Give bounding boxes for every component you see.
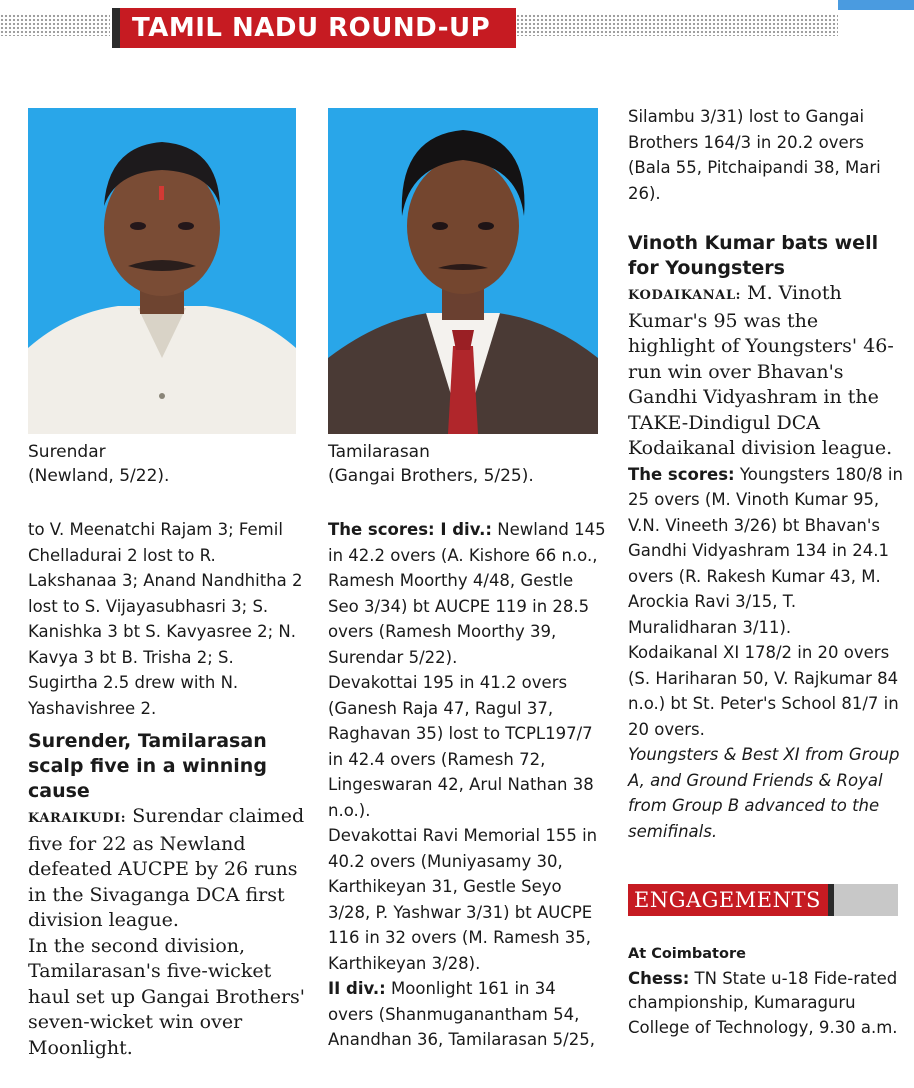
result-paragraph: Devakottai Ravi Memorial 155 in 40.2 overs (Muniyasamy 30, Karthikeyan 31, Gestle Seyo 3/28, P. Yashwar 3/31) bt AUCPE 116 in 32 overs (M. Ramesh 35, Karthikeyan 3/28). [328, 826, 598, 973]
engagements-title: ENGAGEMENTS [628, 884, 828, 916]
event-label: Chess: [628, 968, 690, 988]
section-title: TAMIL NADU ROUND-UP [112, 8, 516, 48]
engagement-location: At Coimbatore [628, 946, 746, 962]
photo-surendar [28, 108, 296, 434]
result-paragraph: Kodaikanal XI 178/2 in 20 overs (S. Hariharan 50, V. Rajkumar 84 n.o.) bt St. Peter's School 81/7 in 20 overs. [628, 643, 899, 739]
scores-text: Youngsters 180/8 in 25 overs (M. Vinoth Kumar 95, V.N. Vineeth 3/26) bt Bhavan's Gandhi Vidyashram 134 in 24.1 overs (R. Rakesh Kumar 43, M. Arockia Ravi 3/15, T. Muralidharan 3/11). [628, 464, 903, 637]
lead-text: Surendar claimed five for 22 as Newland defeated AUCPE by 26 runs in the Sivaganga DCA first division league. [28, 805, 305, 931]
story-headline: Vinoth Kumar bats well for Youngsters [628, 232, 879, 279]
corner-tab [838, 0, 914, 10]
photo-tamilarasan [328, 108, 598, 434]
dateline: KODAIKANAL: [628, 288, 742, 303]
scores-paragraph [628, 462, 904, 641]
engagements-header [628, 884, 898, 916]
caption-detail: (Gangai Brothers, 5/25). [328, 466, 534, 486]
engagement-event [628, 967, 904, 1041]
scores-first-division [328, 517, 606, 670]
dateline: KARAIKUDI: [28, 811, 127, 826]
engagements-body [628, 942, 904, 1040]
division-text: Moonlight 161 in 34 overs (Shanmuganantham 54, Anandhan 36, Tamilarasan 5/25, [328, 979, 595, 1049]
story-paragraph: In the second division, Tamilarasan's five-wicket haul set up Gangai Brothers' seven-wicket win over Moonlight. [28, 934, 306, 1059]
column-3 [628, 104, 904, 844]
caption-surendar [28, 440, 298, 488]
caption-detail: (Newland, 5/22). [28, 466, 170, 486]
continued-results: to V. Meenatchi Rajam 3; Femil Chelladurai 2 lost to R. Lakshanaa 3; Anand Nandhitha 2 lost to S. Vijayasubhasri 3; S. Kanishka 3 bt S. Kavyasree 2; N. Kavya 3 bt B. Trisha 2; S. Sugirtha 2.5 drew with N. Yashavishree 2. [28, 520, 303, 718]
scores-label: The scores: [628, 464, 735, 484]
scores-label: The scores: I div.: [328, 520, 492, 539]
section-header [0, 8, 914, 48]
continued-results: Silambu 3/31) lost to Gangai Brothers 164/3 in 20.2 overs (Bala 55, Pitchaipandi 38, Mari 26). [628, 107, 881, 203]
result-paragraph: Devakottai 195 in 41.2 overs (Ganesh Raja 47, Ragul 37, Raghavan 35) lost to TCPL197/7 in 42.4 overs (Ramesh 72, Lingeswaran 42, Arul Nathan 38 n.o.). [328, 673, 594, 820]
header-dots-right [516, 14, 838, 36]
event-text: TN State u-18 Fide-rated championship, Kumaraguru College of Technology, 9.30 a.m. [628, 968, 898, 1037]
column-1 [28, 517, 306, 1061]
caption-name: Tamilarasan [328, 442, 430, 462]
engagements-tab [828, 884, 834, 916]
division-label: II div.: [328, 979, 386, 998]
caption-name: Surendar [28, 442, 106, 462]
semifinal-note: Youngsters & Best XI from Group A, and Ground Friends & Royal from Group B advanced to the semifinals. [628, 745, 900, 841]
scores-second-division [328, 976, 606, 1053]
column-2 [328, 517, 606, 1053]
caption-tamilarasan [328, 440, 600, 488]
story-headline: Surender, Tamilarasan scalp five in a winning cause [28, 730, 267, 802]
header-dots-left [0, 14, 110, 36]
scores-text: Newland 145 in 42.2 overs (A. Kishore 66 n.o., Ramesh Moorthy 4/48, Gestle Seo 3/34) bt AUCPE 119 in 28.5 overs (Ramesh Moorthy 39, Surendar 5/22). [328, 520, 606, 667]
story-lead [28, 804, 306, 934]
story-lead [628, 281, 904, 462]
lead-text: M. Vinoth Kumar's 95 was the highlight of Youngsters' 46-run win over Bhavan's Gandhi Vidyashram in the TAKE-Dindigul DCA Kodaikanal division league. [628, 282, 894, 459]
